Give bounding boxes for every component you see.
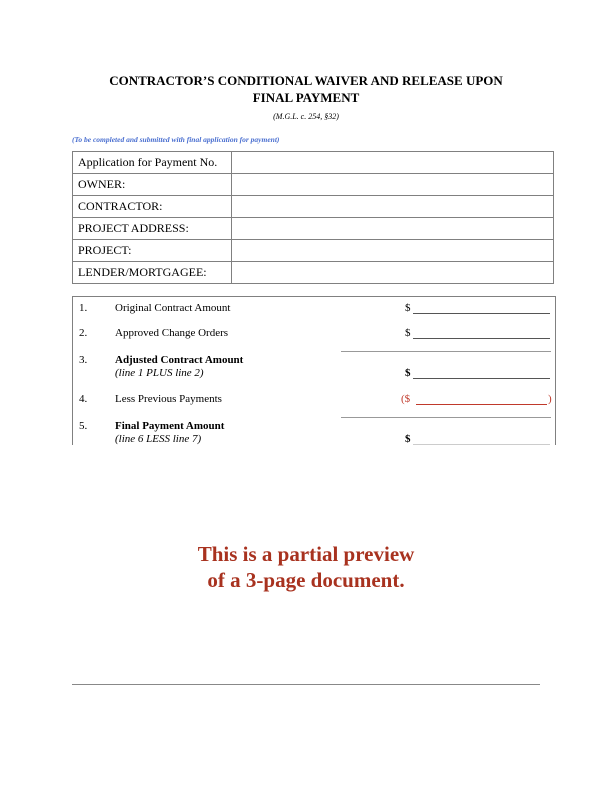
previous-payments-field[interactable] xyxy=(416,393,547,405)
project-field[interactable] xyxy=(232,240,554,262)
lender-mortgagee-field[interactable] xyxy=(232,262,554,284)
owner-field[interactable] xyxy=(232,174,554,196)
field-label: PROJECT ADDRESS: xyxy=(73,218,232,240)
divider xyxy=(341,417,551,418)
dollar-sign: $ xyxy=(405,327,411,339)
line-number: 2. xyxy=(79,327,88,339)
statute-citation: (M.G.L. c. 254, §32) xyxy=(273,112,339,121)
preview-line-2: of a 3-page document. xyxy=(207,568,405,592)
field-label: Application for Payment No. xyxy=(73,152,232,174)
dollar-sign: $ xyxy=(405,433,411,445)
partial-preview-notice xyxy=(0,541,612,593)
project-info-table xyxy=(72,151,554,284)
line-number: 5. xyxy=(79,420,88,432)
title-line-2: FINAL PAYMENT xyxy=(252,90,360,105)
dollar-sign: ($ xyxy=(401,393,411,405)
divider xyxy=(341,351,551,352)
field-label: LENDER/MORTGAGEE: xyxy=(73,262,232,284)
dollar-sign: $ xyxy=(405,367,411,379)
document-title xyxy=(0,72,612,106)
dollar-sign: $ xyxy=(405,302,411,314)
field-label: CONTRACTOR: xyxy=(73,196,232,218)
table-row xyxy=(73,196,554,218)
line-number: 1. xyxy=(79,302,88,314)
table-row xyxy=(73,218,554,240)
field-label: PROJECT: xyxy=(73,240,232,262)
table-row xyxy=(73,262,554,284)
project-address-field[interactable] xyxy=(232,218,554,240)
table-row xyxy=(73,152,554,174)
field-label: OWNER: xyxy=(73,174,232,196)
line-label: Final Payment Amount (line 6 LESS line 7) xyxy=(115,420,225,445)
application-number-field[interactable] xyxy=(232,152,554,174)
original-contract-amount-field[interactable] xyxy=(413,302,550,314)
preview-line-1: This is a partial preview xyxy=(197,542,415,566)
instruction-note: (To be completed and submitted with final application for payment) xyxy=(72,135,280,144)
table-row xyxy=(73,240,554,262)
line-number: 4. xyxy=(79,393,88,405)
line-label: Approved Change Orders xyxy=(115,327,229,339)
footer-divider xyxy=(72,684,540,685)
line-label: Adjusted Contract Amount (line 1 PLUS line 2) xyxy=(115,354,244,379)
closing-paren: ) xyxy=(548,393,552,405)
final-payment-amount-field[interactable] xyxy=(413,433,550,445)
table-row xyxy=(73,174,554,196)
line-label: Original Contract Amount xyxy=(115,302,231,314)
adjusted-contract-amount-field[interactable] xyxy=(413,367,550,379)
line-label: Less Previous Payments xyxy=(115,393,222,405)
approved-change-orders-field[interactable] xyxy=(413,327,550,339)
contractor-field[interactable] xyxy=(232,196,554,218)
title-line-1: CONTRACTOR’S CONDITIONAL WAIVER AND RELEASE UPON xyxy=(109,73,503,88)
line-number: 3. xyxy=(79,354,88,366)
payment-amounts-box xyxy=(72,296,556,445)
